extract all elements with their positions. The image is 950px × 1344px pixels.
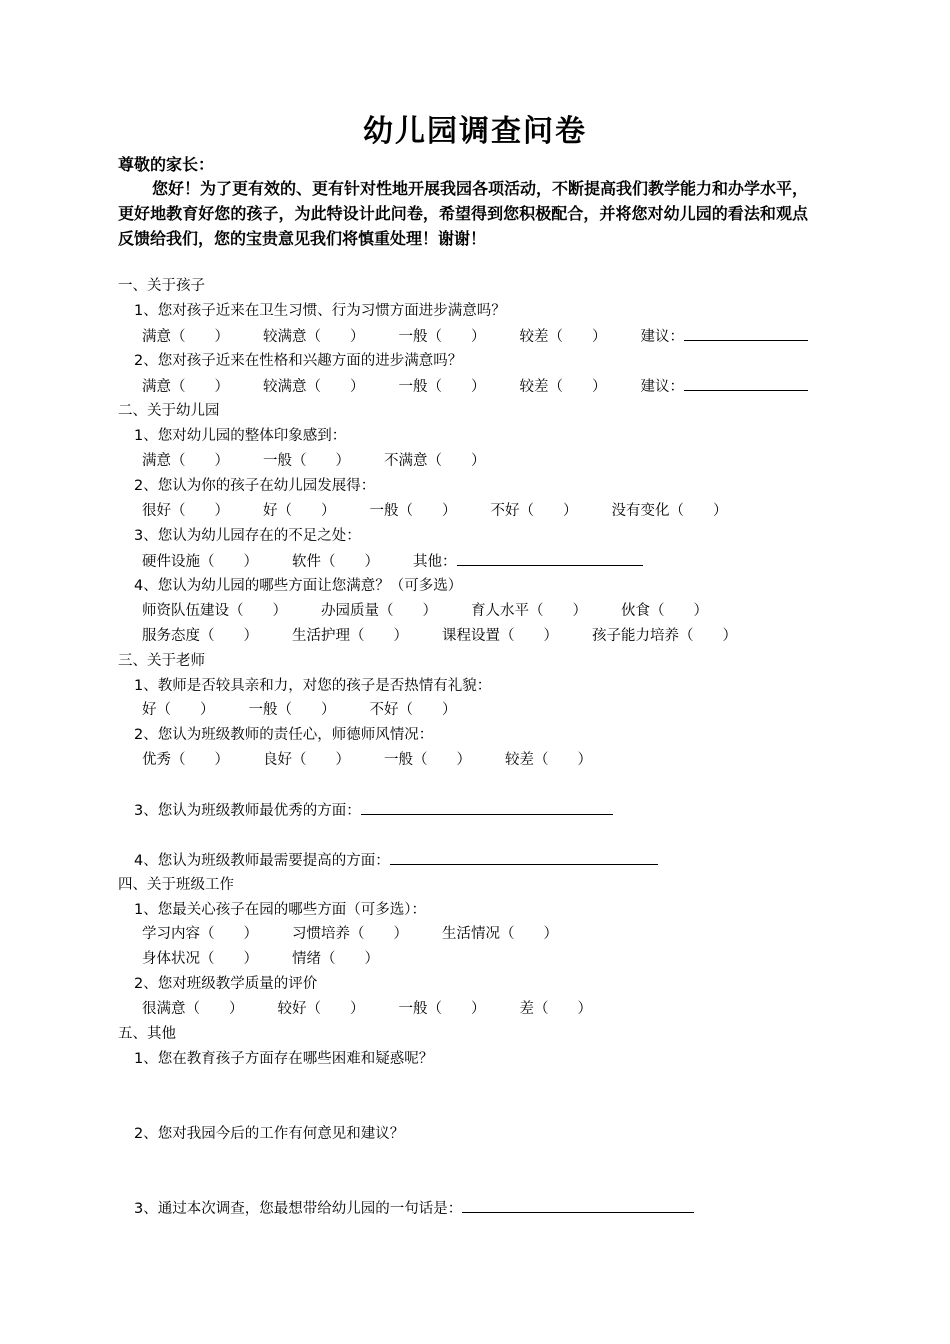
option[interactable]: 较差（ ） [519, 379, 607, 395]
option[interactable]: 一般（ ） [384, 752, 471, 768]
option[interactable]: 身体状况（ ） [142, 951, 258, 967]
option[interactable]: 差（ ） [519, 1001, 592, 1017]
option[interactable]: 不好（ ） [369, 702, 457, 718]
other-label: 其他： [413, 554, 457, 570]
s5-question-1: 1、您在教育孩子方面存在哪些困难和疑惑呢？ [134, 1051, 434, 1067]
s1-q2-options [142, 376, 808, 397]
section-3-heading: 三、关于老师 [118, 653, 205, 669]
suggestion-label: 建议： [640, 329, 684, 345]
s3-question-4 [134, 850, 658, 871]
s2-question-4: 4、您认为幼儿园的哪些方面让您满意？（可多选） [134, 578, 463, 594]
option[interactable]: 较差（ ） [505, 752, 592, 768]
option[interactable]: 一般（ ） [263, 453, 350, 469]
s4-q1-options-row-1 [142, 924, 592, 944]
s5-question-3 [134, 1198, 694, 1219]
s1-q1-options [142, 326, 808, 347]
s2-question-2: 2、您认为你的孩子在幼儿园发展得： [134, 478, 376, 494]
option[interactable]: 一般（ ） [398, 379, 486, 395]
s4-question-1: 1、您最关心孩子在园的哪些方面（可多选）： [134, 902, 426, 918]
s2-question-3: 3、您认为幼儿园存在的不足之处： [134, 528, 361, 544]
s2-q4-options-row-1 [142, 601, 742, 621]
s2-q4-options-row-2 [142, 626, 771, 646]
suggestion-blank[interactable] [684, 376, 808, 391]
option[interactable]: 办园质量（ ） [321, 603, 437, 619]
option[interactable]: 满意（ ） [142, 329, 229, 345]
option[interactable]: 服务态度（ ） [142, 628, 258, 644]
option[interactable]: 生活护理（ ） [292, 628, 408, 644]
option[interactable]: 一般（ ） [398, 329, 486, 345]
s1-question-1: 1、您对孩子近来在卫生习惯、行为习惯方面进步满意吗？ [134, 303, 506, 319]
s4-q2-options [142, 999, 626, 1019]
s4-q1-options-row-2 [142, 949, 413, 969]
s2-q3-options [142, 551, 643, 572]
answer-blank[interactable] [361, 800, 613, 815]
section-5-heading: 五、其他 [118, 1026, 176, 1042]
option[interactable]: 不好（ ） [490, 503, 578, 519]
s3-q3-label: 3、您认为班级教师最优秀的方面： [134, 803, 361, 819]
s3-question-1: 1、教师是否较具亲和力，对您的孩子是否热情有礼貌： [134, 678, 492, 694]
s5-q3-label: 3、通过本次调查，您最想带给幼儿园的一句话是： [134, 1201, 463, 1217]
option[interactable]: 情绪（ ） [292, 951, 379, 967]
option[interactable]: 课程设置（ ） [442, 628, 558, 644]
option[interactable]: 较满意（ ） [263, 329, 365, 345]
option[interactable]: 孩子能力培养（ ） [592, 628, 737, 644]
option[interactable]: 较满意（ ） [263, 379, 365, 395]
s3-question-2: 2、您认为班级教师的责任心，师德师风情况： [134, 727, 434, 743]
section-4-heading: 四、关于班级工作 [118, 877, 234, 893]
option[interactable]: 软件（ ） [292, 554, 379, 570]
s3-q2-options [142, 750, 626, 770]
page-title: 幼儿园调查问卷 [363, 114, 587, 149]
option[interactable]: 很好（ ） [142, 503, 229, 519]
intro-paragraph: 您好！为了更有效的、更有针对性地开展我园各项活动，不断提高我们教学能力和办学水平，更好地教育好您的孩子，为此特设计此问卷，希望得到您积极配合，并将您对幼儿园的看法和观点反馈给我们，您的宝贵意见我们将慎重处理！谢谢！ [118, 179, 809, 248]
option[interactable]: 优秀（ ） [142, 752, 229, 768]
other-blank[interactable] [457, 551, 643, 566]
option[interactable]: 师资队伍建设（ ） [142, 603, 287, 619]
option[interactable]: 育人水平（ ） [471, 603, 587, 619]
s2-question-1: 1、您对幼儿园的整体印象感到： [134, 428, 347, 444]
option[interactable]: 一般（ ） [248, 702, 336, 718]
option[interactable]: 良好（ ） [263, 752, 350, 768]
option[interactable]: 一般（ ） [398, 1001, 486, 1017]
section-2-heading: 二、关于幼儿园 [118, 403, 220, 419]
s3-q1-options [142, 700, 491, 720]
option[interactable]: 好（ ） [263, 503, 336, 519]
option[interactable]: 学习内容（ ） [142, 926, 258, 942]
s3-question-3 [134, 800, 613, 821]
option[interactable]: 好（ ） [142, 702, 215, 718]
s2-q1-options [142, 451, 520, 471]
option[interactable]: 满意（ ） [142, 453, 229, 469]
s4-question-2: 2、您对班级教学质量的评价 [134, 976, 318, 992]
option[interactable]: 习惯培养（ ） [292, 926, 408, 942]
option[interactable]: 很满意（ ） [142, 1001, 244, 1017]
answer-blank[interactable] [462, 1198, 694, 1213]
option[interactable]: 没有变化（ ） [611, 503, 728, 519]
option[interactable]: 生活情况（ ） [442, 926, 558, 942]
option[interactable]: 硬件设施（ ） [142, 554, 258, 570]
suggestion-blank[interactable] [684, 326, 808, 341]
option[interactable]: 满意（ ） [142, 379, 229, 395]
option[interactable]: 一般（ ） [369, 503, 457, 519]
s5-question-2: 2、您对我园今后的工作有何意见和建议？ [134, 1126, 405, 1142]
suggestion-label: 建议： [640, 379, 684, 395]
option[interactable]: 不满意（ ） [384, 453, 486, 469]
salutation: 尊敬的家长： [118, 155, 215, 174]
s1-question-2: 2、您对孩子近来在性格和兴趣方面的进步满意吗？ [134, 353, 463, 369]
s2-q2-options [142, 501, 762, 521]
option[interactable]: 较好（ ） [277, 1001, 365, 1017]
s3-q4-label: 4、您认为班级教师最需要提高的方面： [134, 853, 390, 869]
option[interactable]: 伙食（ ） [621, 603, 708, 619]
answer-blank[interactable] [390, 850, 658, 865]
section-1-heading: 一、关于孩子 [118, 278, 205, 294]
option[interactable]: 较差（ ） [519, 329, 607, 345]
